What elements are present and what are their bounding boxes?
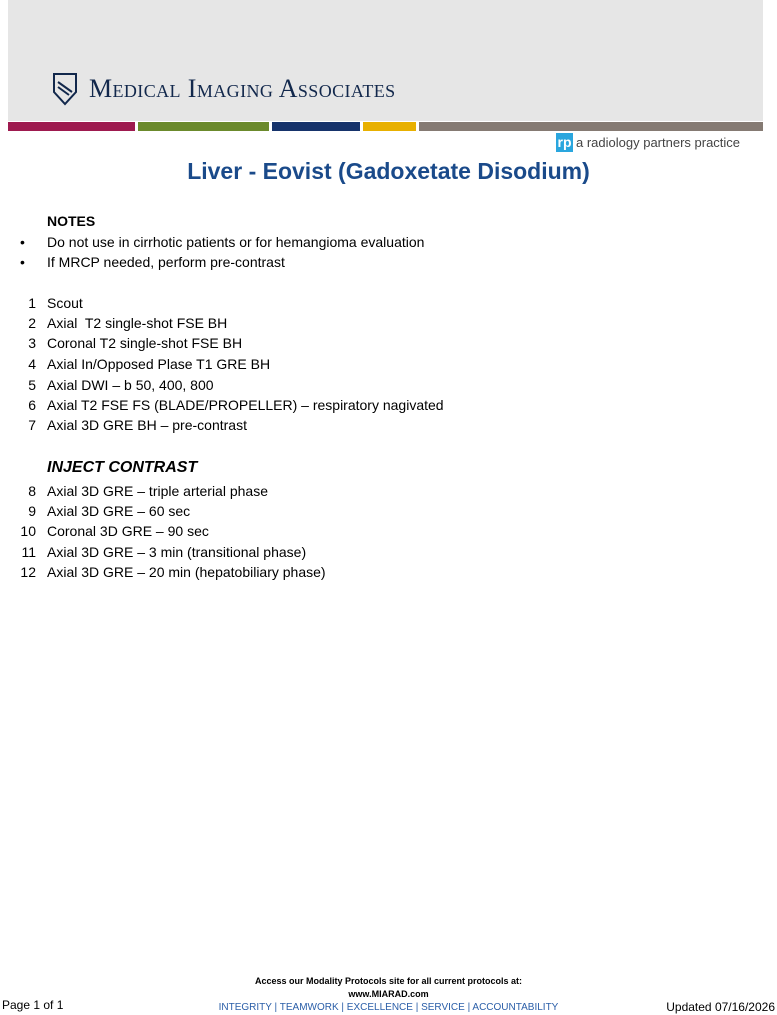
step-number: 9 [28, 503, 36, 519]
step-number: 2 [28, 315, 36, 331]
step-number: 11 [21, 544, 36, 560]
step-number: 7 [28, 417, 36, 433]
inject-contrast-heading: INJECT CONTRAST [47, 459, 198, 476]
bullet-icon: • [20, 254, 25, 270]
step-text: Axial In/Opposed Plase T1 GRE BH [47, 356, 271, 372]
step-text: Axial 3D GRE – 60 sec [47, 503, 191, 519]
brand-color-bar [138, 122, 269, 131]
footer [0, 976, 777, 1013]
brand-color-bar [419, 122, 763, 131]
step-text: Coronal T2 single-shot FSE BH [47, 335, 243, 351]
bullet-icon: • [20, 234, 25, 250]
step-number: 5 [28, 377, 36, 393]
page-number: Page 1 of 1 [2, 998, 64, 1012]
footer-values: INTEGRITY | TEAMWORK | EXCELLENCE | SERVICE | ACCOUNTABILITY [218, 1002, 559, 1013]
partner-tagline: a radiology partners practice [576, 135, 741, 150]
step-text: Coronal 3D GRE – 90 sec [47, 523, 209, 539]
brand-color-bar [272, 122, 360, 131]
step-text: Scout [47, 295, 83, 311]
logo-text: Medical Imaging Associates [89, 74, 396, 103]
radiology-partners-logo-icon: rp [557, 134, 572, 150]
page-title: Liver - Eovist (Gadoxetate Disodium) [187, 158, 590, 184]
step-number: 8 [28, 483, 36, 499]
notes-heading: NOTES [47, 213, 96, 229]
shield-icon [52, 72, 78, 106]
step-text: Axial 3D GRE BH – pre-contrast [47, 417, 247, 433]
step-number: 4 [28, 356, 36, 372]
step-text: Axial 3D GRE – 20 min (hepatobiliary phase) [47, 564, 326, 580]
step-number: 6 [28, 397, 36, 413]
step-text: Axial 3D GRE – 3 min (transitional phase) [47, 544, 307, 560]
step-text: Axial T2 single-shot FSE BH [47, 315, 228, 331]
step-text: Axial T2 FSE FS (BLADE/PROPELLER) – respiratory nagivated [47, 397, 444, 413]
step-number: 10 [20, 523, 36, 539]
step-number: 12 [20, 564, 36, 580]
footer-url-link[interactable]: www.MIARAD.com [348, 989, 429, 999]
footer-access-text: Access our Modality Protocols site for all current protocols at: [254, 976, 523, 986]
step-text: Axial DWI – b 50, 400, 800 [47, 377, 214, 393]
step-number: 1 [28, 295, 36, 311]
step-number: 3 [28, 335, 36, 351]
updated-date: Updated 07/16/2026 [666, 1000, 775, 1014]
brand-color-bar [8, 122, 135, 131]
note-text: If MRCP needed, perform pre-contrast [47, 254, 285, 270]
brand-color-bar [363, 122, 416, 131]
step-text: Axial 3D GRE – triple arterial phase [47, 483, 268, 499]
note-text: Do not use in cirrhotic patients or for hemangioma evaluation [47, 234, 425, 250]
